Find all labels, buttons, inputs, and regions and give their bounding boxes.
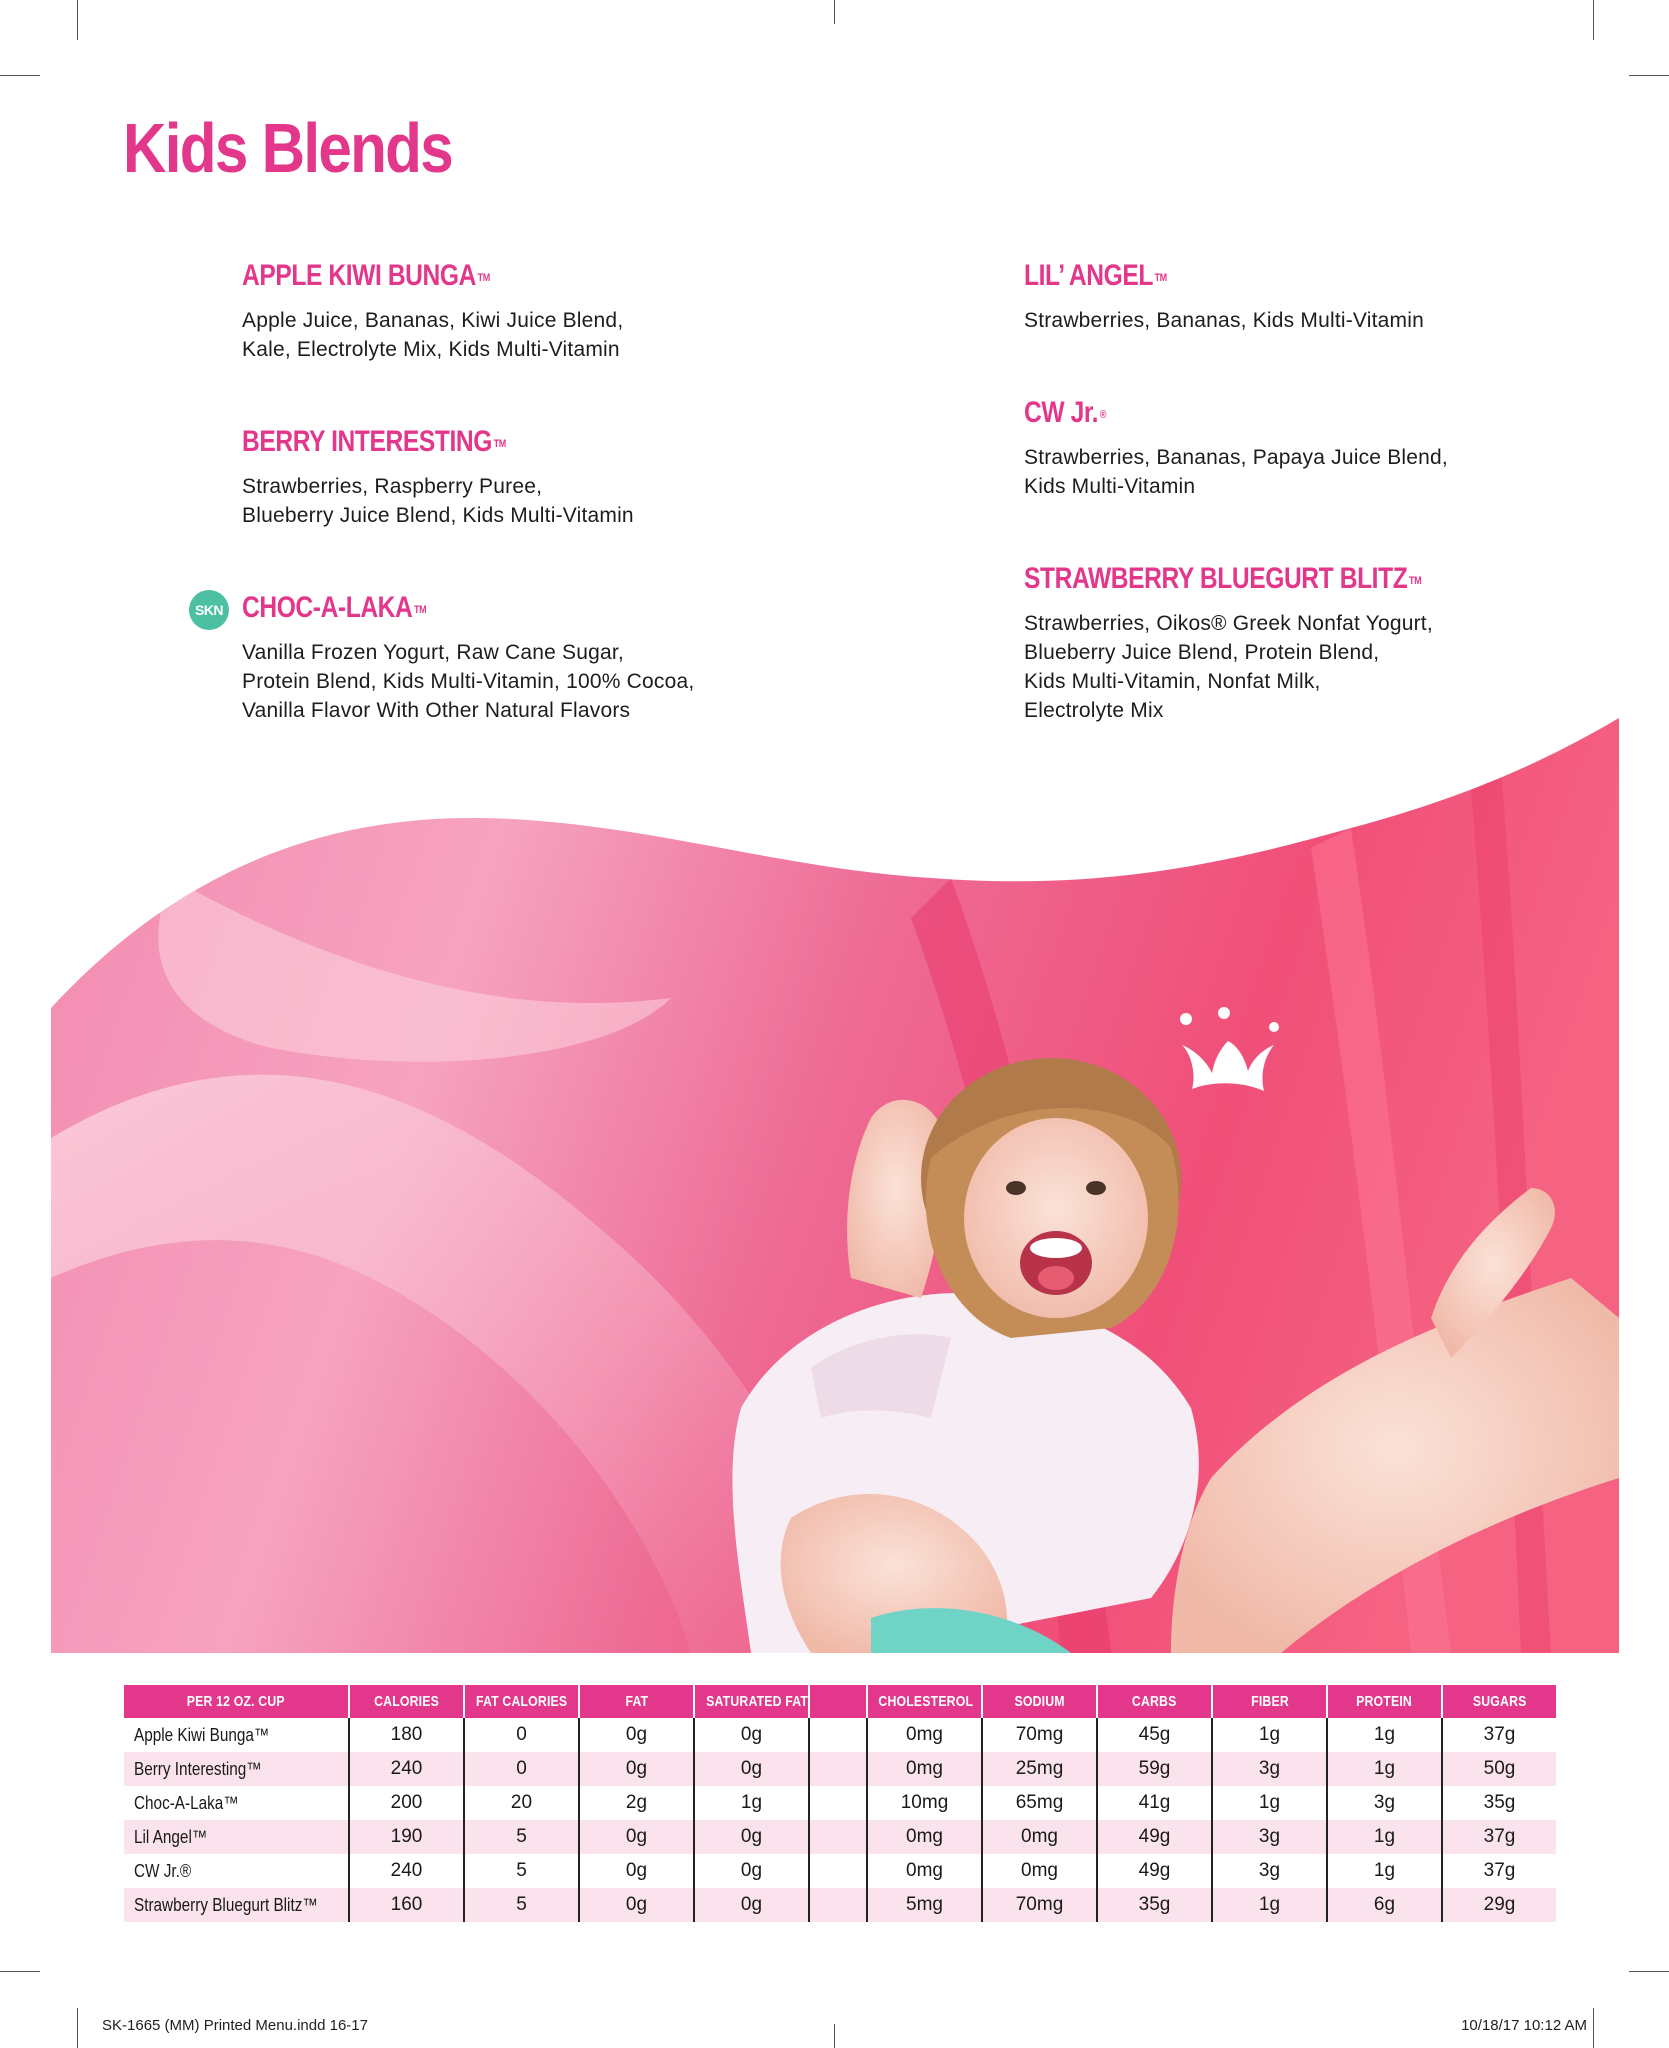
cell: 25mg bbox=[982, 1752, 1097, 1786]
cell: 0mg bbox=[867, 1752, 982, 1786]
cell: 1g bbox=[694, 1786, 809, 1820]
cell: 1g bbox=[1327, 1752, 1442, 1786]
cell: 0 bbox=[464, 1752, 579, 1786]
cell-name: Berry Interesting™ bbox=[124, 1752, 349, 1786]
table-row bbox=[124, 1786, 1556, 1820]
cell: 1g bbox=[1212, 1718, 1327, 1752]
item-description: Vanilla Frozen Yogurt, Raw Cane Sugar, Protein Blend, Kids Multi-Vitamin, 100% Cocoa, Vanilla Flavor With Other Natural Flavors bbox=[242, 641, 695, 722]
menu-item-lil-angel bbox=[1024, 258, 1584, 335]
cell: 3g bbox=[1212, 1820, 1327, 1854]
crop-mark bbox=[77, 2008, 78, 2048]
cell: 160 bbox=[349, 1888, 464, 1922]
item-description: Strawberries, Raspberry Puree, Blueberry Juice Blend, Kids Multi-Vitamin bbox=[242, 475, 634, 527]
cell: 3g bbox=[1327, 1786, 1442, 1820]
cell: 180 bbox=[349, 1718, 464, 1752]
header-carbs: CARBS bbox=[1097, 1685, 1212, 1718]
cell: 0mg bbox=[982, 1820, 1097, 1854]
cell: 45g bbox=[1097, 1718, 1212, 1752]
cell: 6g bbox=[1327, 1888, 1442, 1922]
cell bbox=[809, 1752, 867, 1786]
header-serving: PER 12 OZ. CUP bbox=[124, 1685, 349, 1718]
item-description: Strawberries, Bananas, Kids Multi-Vitamin bbox=[1024, 309, 1424, 332]
cell-name: CW Jr.® bbox=[124, 1854, 349, 1888]
header-sodium: SODIUM bbox=[982, 1685, 1097, 1718]
cell: 50g bbox=[1442, 1752, 1556, 1786]
item-name: BERRY INTERESTING ™ bbox=[242, 425, 506, 458]
cell: 5 bbox=[464, 1888, 579, 1922]
cell: 70mg bbox=[982, 1718, 1097, 1752]
header-calories: CALORIES bbox=[349, 1685, 464, 1718]
cell: 70mg bbox=[982, 1888, 1097, 1922]
page-title: Kids Blends bbox=[123, 109, 452, 187]
nutrition-header-row bbox=[124, 1685, 1556, 1718]
cell: 1g bbox=[1327, 1854, 1442, 1888]
header-fat-calories: FAT CALORIES bbox=[464, 1685, 579, 1718]
cell-name: Choc-A-Laka™ bbox=[124, 1786, 349, 1820]
table-row bbox=[124, 1888, 1556, 1922]
cell bbox=[809, 1854, 867, 1888]
cell: 0 bbox=[464, 1718, 579, 1752]
cell: 65mg bbox=[982, 1786, 1097, 1820]
item-name: LIL’ ANGEL ™ bbox=[1024, 259, 1167, 292]
cell: 0g bbox=[579, 1752, 694, 1786]
cell: 2g bbox=[579, 1786, 694, 1820]
cell: 41g bbox=[1097, 1786, 1212, 1820]
cell: 0g bbox=[579, 1888, 694, 1922]
cell: 1g bbox=[1212, 1786, 1327, 1820]
table-row bbox=[124, 1718, 1556, 1752]
crop-mark bbox=[834, 0, 835, 24]
cell: 0g bbox=[579, 1718, 694, 1752]
cell: 1g bbox=[1212, 1888, 1327, 1922]
header-fat: FAT bbox=[579, 1685, 694, 1718]
header-fiber: FIBER bbox=[1212, 1685, 1327, 1718]
cell: 49g bbox=[1097, 1854, 1212, 1888]
cell: 0g bbox=[579, 1854, 694, 1888]
nutrition-table bbox=[124, 1685, 1556, 1922]
cell: 240 bbox=[349, 1854, 464, 1888]
cell-name: Strawberry Bluegurt Blitz™ bbox=[124, 1888, 349, 1922]
crop-mark bbox=[1593, 0, 1594, 40]
header-saturated-fat: SATURATED FAT bbox=[694, 1685, 809, 1718]
cell: 190 bbox=[349, 1820, 464, 1854]
crop-mark bbox=[0, 1971, 40, 1972]
cell: 35g bbox=[1483, 1792, 1516, 1813]
header-protein: PROTEIN bbox=[1327, 1685, 1442, 1718]
cell: 3g bbox=[1212, 1854, 1327, 1888]
cell: 1g bbox=[1327, 1718, 1442, 1752]
cell: 20 bbox=[464, 1786, 579, 1820]
table-row bbox=[124, 1854, 1556, 1888]
cell: 3g bbox=[1212, 1752, 1327, 1786]
cell: 5mg bbox=[867, 1888, 982, 1922]
item-description: Strawberries, Bananas, Papaya Juice Blend, Kids Multi-Vitamin bbox=[1024, 446, 1448, 498]
hero-photo bbox=[51, 718, 1619, 1653]
item-description: Apple Juice, Bananas, Kiwi Juice Blend, Kale, Electrolyte Mix, Kids Multi-Vitamin bbox=[242, 309, 624, 361]
crop-mark bbox=[1629, 75, 1669, 76]
table-row bbox=[124, 1752, 1556, 1786]
menu-item-strawberry-bluegurt-blitz bbox=[1024, 561, 1584, 725]
crop-mark bbox=[1629, 1971, 1669, 1972]
cell-name: Lil Angel™ bbox=[124, 1820, 349, 1854]
table-row bbox=[124, 1820, 1556, 1854]
menu-item-choc-a-laka bbox=[242, 590, 802, 725]
crop-mark bbox=[1593, 2008, 1594, 2048]
cell: 0g bbox=[694, 1718, 809, 1752]
cell: 0mg bbox=[982, 1854, 1097, 1888]
skinny-badge-icon: SKN bbox=[189, 590, 229, 630]
cell: 29g bbox=[1442, 1888, 1556, 1922]
cell: 10mg bbox=[867, 1786, 982, 1820]
header-cholesterol: CHOLESTEROL bbox=[867, 1685, 982, 1718]
print-slug-filename: SK-1665 (MM) Printed Menu.indd 16-17 bbox=[102, 2017, 368, 2034]
cell bbox=[809, 1718, 867, 1752]
menu-item-cw-jr bbox=[1024, 395, 1584, 501]
cell bbox=[809, 1786, 867, 1820]
cell: 37g bbox=[1483, 1860, 1516, 1881]
cell: 0mg bbox=[867, 1820, 982, 1854]
cell: 0mg bbox=[867, 1854, 982, 1888]
cell: 5 bbox=[464, 1854, 579, 1888]
print-slug-timestamp: 10/18/17 10:12 AM bbox=[1461, 2017, 1587, 2034]
cell: 200 bbox=[349, 1786, 464, 1820]
cell: 0mg bbox=[867, 1718, 982, 1752]
crown-logo-icon bbox=[1172, 1005, 1282, 1095]
header-blank bbox=[809, 1685, 867, 1718]
cell: 1g bbox=[1327, 1820, 1442, 1854]
cell-name: Apple Kiwi Bunga™ bbox=[124, 1718, 349, 1752]
cell: 35g bbox=[1097, 1888, 1212, 1922]
cell: 37g bbox=[1442, 1820, 1556, 1854]
menu-item-apple-kiwi-bunga bbox=[242, 258, 802, 364]
cell: 5 bbox=[464, 1820, 579, 1854]
cell: 240 bbox=[349, 1752, 464, 1786]
cell: 0g bbox=[579, 1820, 694, 1854]
cell: 0g bbox=[694, 1888, 809, 1922]
cell: 49g bbox=[1097, 1820, 1212, 1854]
menu-item-berry-interesting bbox=[242, 424, 802, 530]
crop-mark bbox=[0, 75, 40, 76]
cell: 59g bbox=[1097, 1752, 1212, 1786]
crop-mark bbox=[77, 0, 78, 40]
item-name: CHOC-A-LAKA ™ bbox=[242, 591, 427, 624]
item-name: STRAWBERRY BLUEGURT BLITZ ™ bbox=[1024, 562, 1422, 595]
item-description: Strawberries, Oikos® Greek Nonfat Yogurt, Blueberry Juice Blend, Protein Blend, Kids Multi-Vitamin, Nonfat Milk, Electrolyte Mix bbox=[1024, 612, 1433, 722]
cell: 0g bbox=[694, 1854, 809, 1888]
item-name: CW Jr. ® bbox=[1024, 396, 1106, 429]
cell bbox=[809, 1888, 867, 1922]
cell: 0g bbox=[694, 1820, 809, 1854]
header-sugars: SUGARS bbox=[1442, 1685, 1556, 1718]
cell: 37g bbox=[1483, 1724, 1516, 1745]
cell bbox=[809, 1820, 867, 1854]
item-name: APPLE KIWI BUNGA ™ bbox=[242, 259, 490, 292]
crop-mark bbox=[834, 2024, 835, 2048]
cell: 0g bbox=[694, 1752, 809, 1786]
